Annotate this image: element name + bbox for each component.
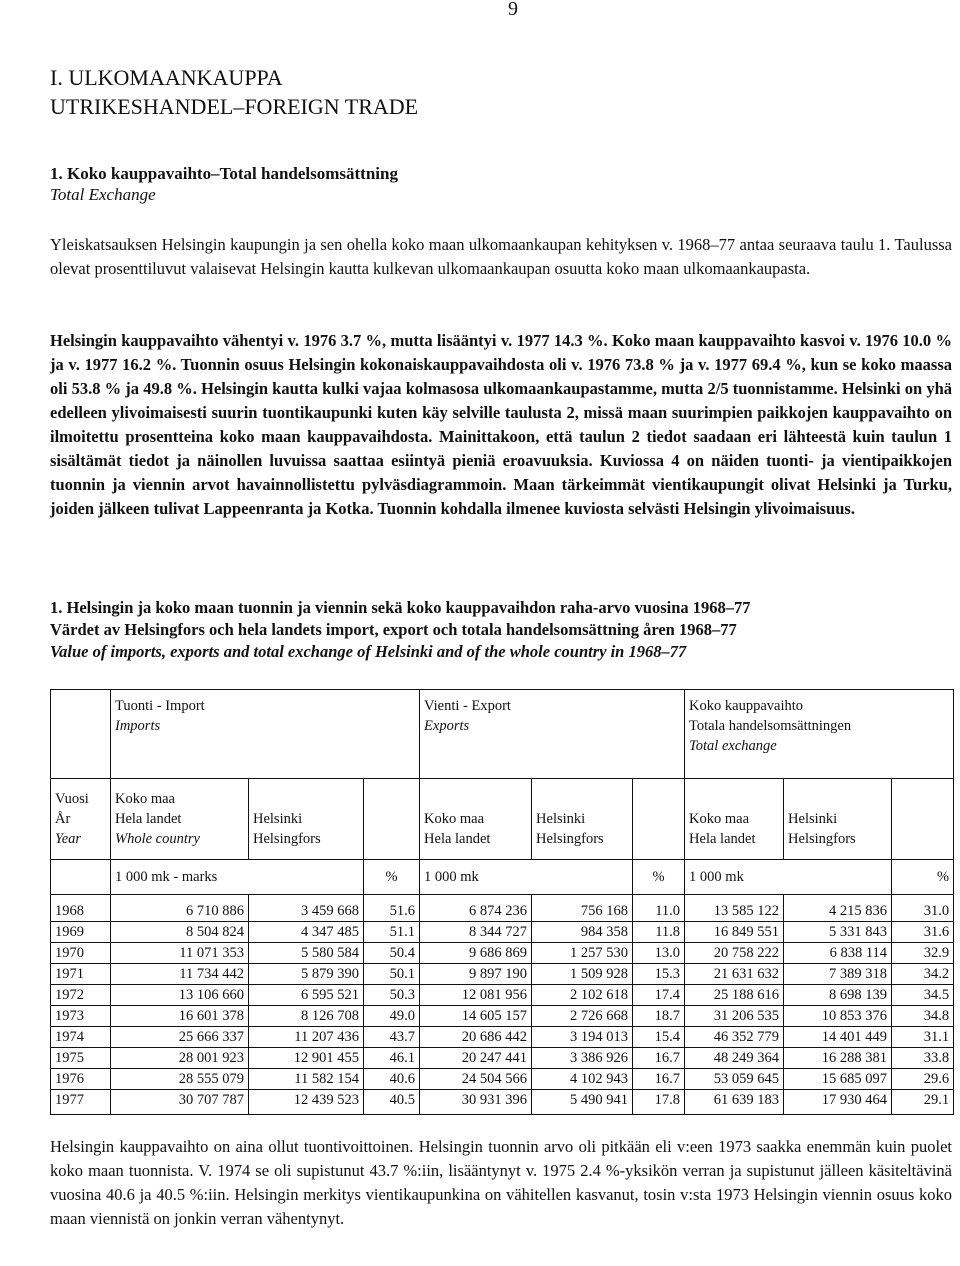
row-year: 1970 [51,943,111,964]
table-title-sv: Värdet av Helsingfors och hela landets import, export och totala handelsomsättning åren 1968–77 [50,620,737,639]
header-helsinki-fi: Helsinki [536,811,586,827]
row-cell: 16 601 378 [111,1006,249,1027]
header-year-en: Year [55,831,82,847]
row-year: 1974 [51,1027,111,1048]
row-cell: 34.2 [892,964,954,985]
header-imports-country [111,779,249,860]
row-cell: 5 580 584 [249,943,364,964]
row-cell: 3 459 668 [249,895,364,922]
row-cell: 50.1 [364,964,420,985]
row-cell: 13.0 [633,943,685,964]
row-cell: 18.7 [633,1006,685,1027]
header-exports-pct-blank [633,779,685,860]
row-cell: 3 386 926 [532,1048,633,1069]
row-cell: 46 352 779 [685,1027,784,1048]
header-country-sv: Hela landet [689,831,756,847]
header-country-en: Whole country [115,831,200,847]
unit-total-label: 1 000 mk [689,868,744,885]
table-row [51,1027,954,1048]
table-row [51,1090,954,1115]
section-heading-en: Total Exchange [50,185,156,204]
row-cell: 31.1 [892,1027,954,1048]
row-cell: 16.7 [633,1048,685,1069]
row-cell: 20 686 442 [420,1027,532,1048]
row-year: 1977 [51,1090,111,1115]
row-cell: 40.5 [364,1090,420,1115]
row-cell: 34.8 [892,1006,954,1027]
row-year: 1973 [51,1006,111,1027]
header-imports [111,690,420,779]
row-cell: 25 666 337 [111,1027,249,1048]
row-cell: 984 358 [532,922,633,943]
header-year [51,779,111,860]
table-header-groups [51,690,954,779]
row-cell: 15.3 [633,964,685,985]
row-cell: 53 059 645 [685,1069,784,1090]
header-corner [51,690,111,779]
row-cell: 50.4 [364,943,420,964]
header-exports-helsinki [532,779,633,860]
closing-paragraph: Helsingin kauppavaihto on aina ollut tuontivoittoinen. Helsingin tuonnin arvo oli pitkään eli v:een 1973 saakka enemmän kuin puolet koko maan tuonnista. V. 1974 se oli supistunut 43.7 %:iin, lisääntynyt v. 1975 2.4 %-yksikön verran ja supistunut jälleen käsiteltävinä vuosina 40.6 ja 40.5 %:iin. Helsingin merkitys vientikaupunkina on vähitellen kasvanut, tosin v:sta 1973 Helsingin viennin osuus koko maan viennistä on jonkin verran vähentynyt. [50,1137,952,1228]
row-cell: 14 605 157 [420,1006,532,1027]
header-year-fi: Vuosi [55,791,89,807]
row-cell: 30 707 787 [111,1090,249,1115]
header-imports-helsinki [249,779,364,860]
table-row [51,1048,954,1069]
row-cell: 4 215 836 [784,895,892,922]
row-cell: 21 631 632 [685,964,784,985]
header-exports-label-en: Exports [424,718,470,734]
header-year-sv: År [55,811,71,827]
row-cell: 51.6 [364,895,420,922]
unit-exports [420,860,633,895]
row-cell: 34.5 [892,985,954,1006]
header-country-fi: Koko maa [115,791,175,807]
row-cell: 50.3 [364,985,420,1006]
unit-year-blank [51,860,111,895]
chapter-title-sv-en: UTRIKESHANDEL–FOREIGN TRADE [50,94,419,119]
header-country-sv: Hela landet [424,831,491,847]
row-cell: 1 509 928 [532,964,633,985]
row-cell: 16 288 381 [784,1048,892,1069]
row-cell: 11 207 436 [249,1027,364,1048]
header-helsinki-fi: Helsinki [788,811,838,827]
row-cell: 43.7 [364,1027,420,1048]
header-country-fi: Koko maa [689,811,750,827]
row-cell: 51.1 [364,922,420,943]
page-number: 9 [508,0,518,20]
table-header-sub [51,779,954,860]
row-cell: 13 106 660 [111,985,249,1006]
table-header-units [51,860,954,895]
row-cell: 9 897 190 [420,964,532,985]
row-cell: 2 102 618 [532,985,633,1006]
header-exports-country [420,779,532,860]
unit-imports-pct: % [364,860,420,895]
header-country-sv: Hela landet [115,811,182,827]
row-cell: 9 686 869 [420,943,532,964]
row-year: 1971 [51,964,111,985]
chapter-title-fi: I. ULKOMAANKAUPPA [50,65,283,90]
row-cell: 11 071 353 [111,943,249,964]
row-cell: 8 504 824 [111,922,249,943]
row-cell: 17.4 [633,985,685,1006]
row-cell: 24 504 566 [420,1069,532,1090]
row-cell: 29.6 [892,1069,954,1090]
table-row [51,922,954,943]
row-cell: 5 879 390 [249,964,364,985]
unit-imports [111,860,364,895]
header-helsinki-sv: Helsingfors [788,831,856,847]
row-cell: 28 001 923 [111,1048,249,1069]
header-total-label: Koko kauppavaihto [689,698,804,714]
row-cell: 12 901 455 [249,1048,364,1069]
table-title [50,597,952,663]
row-year: 1972 [51,985,111,1006]
row-cell: 61 639 183 [685,1090,784,1115]
header-total-label-en: Total exchange [689,738,777,754]
table-row [51,1069,954,1090]
row-cell: 12 439 523 [249,1090,364,1115]
row-cell: 5 490 941 [532,1090,633,1115]
header-helsinki-fi: Helsinki [253,811,303,827]
header-exports-label: Vienti - Export [424,698,511,714]
row-cell: 28 555 079 [111,1069,249,1090]
row-cell: 29.1 [892,1090,954,1115]
row-cell: 14 401 449 [784,1027,892,1048]
row-cell: 32.9 [892,943,954,964]
row-cell: 46.1 [364,1048,420,1069]
row-cell: 3 194 013 [532,1027,633,1048]
table-row [51,964,954,985]
section-heading-main: 1. Koko kauppavaihto–Total handelsomsättning [50,164,398,183]
table-body [51,895,954,1115]
header-total-country [685,779,784,860]
table-row [51,985,954,1006]
row-cell: 13 585 122 [685,895,784,922]
row-cell: 1 257 530 [532,943,633,964]
row-cell: 20 758 222 [685,943,784,964]
row-cell: 11 734 442 [111,964,249,985]
row-cell: 4 102 943 [532,1069,633,1090]
row-cell: 11.8 [633,922,685,943]
row-cell: 11.0 [633,895,685,922]
row-cell: 6 710 886 [111,895,249,922]
unit-exports-label: 1 000 mk [424,868,479,885]
row-cell: 30 931 396 [420,1090,532,1115]
unit-imports-label: 1 000 mk - marks [115,868,218,885]
header-total-helsinki [784,779,892,860]
unit-exports-pct: % [633,860,685,895]
row-cell: 25 188 616 [685,985,784,1006]
row-cell: 31 206 535 [685,1006,784,1027]
row-cell: 17 930 464 [784,1090,892,1115]
row-cell: 8 344 727 [420,922,532,943]
row-cell: 8 126 708 [249,1006,364,1027]
row-cell: 5 331 843 [784,922,892,943]
unit-total-pct: % [892,860,954,895]
section-heading [50,163,398,205]
row-cell: 6 595 521 [249,985,364,1006]
header-helsinki-sv: Helsingfors [536,831,604,847]
row-year: 1968 [51,895,111,922]
header-total-label-sv: Totala handelsomsättningen [689,718,852,734]
row-cell: 31.6 [892,922,954,943]
row-cell: 8 698 139 [784,985,892,1006]
row-year: 1976 [51,1069,111,1090]
trade-table [50,689,954,1115]
header-helsinki-sv: Helsingfors [253,831,321,847]
header-imports-label: Tuonti - Import [115,698,205,714]
row-cell: 6 874 236 [420,895,532,922]
header-imports-pct-blank [364,779,420,860]
header-total [685,690,954,779]
header-exports [420,690,685,779]
row-cell: 31.0 [892,895,954,922]
row-cell: 49.0 [364,1006,420,1027]
header-imports-label-en: Imports [115,718,161,734]
row-cell: 40.6 [364,1069,420,1090]
table-row [51,943,954,964]
analysis-paragraph: Helsingin kauppavaihto vähentyi v. 1976 3.7 %, mutta lisääntyi v. 1977 14.3 %. Koko maan kauppavaihto kasvoi v. 1976 10.0 % ja v. 1977 16.2 %. Tuonnin osuus Helsingin kokonaiskauppavaihdosta oli v. 1976 73.8 % ja v. 1977 69.4 %, kun se koko maassa oli 53.8 % ja 49.8 %. Helsingin kautta kulki vajaa kolmasosa ulkomaankaupastamme, mutta 2/5 tuonnistamme. Helsinki on yhä edelleen ylivoimaisesti suurin tuontikaupunki kuten käy selville taulusta 2, missä maan suurimpien paikkojen kauppavaihto on ilmoitettu prosentteina koko maan kauppavaihdosta. Mainittakoon, että taulun 2 tiedot saadaan eri lähteestä kuin taulun 1 sisältämät tiedot ja näinollen luvuissa saattaa esiintyä pieniä eroavuuksia. Kuviossa 4 on näiden tuonti- ja vientipaikkojen tuonnin ja viennin arvot havainnollistettu pylväsdiagrammoin. Maan tärkeimmät vientikaupungit olivat Helsinki ja Turku, joiden jälkeen tulivat Lappeenranta ja Kotka. Tuonnin kohdalla ilmenee kuviosta selvästi Helsingin ylivoimaisuus. [50,331,952,518]
row-year: 1975 [51,1048,111,1069]
row-cell: 20 247 441 [420,1048,532,1069]
row-cell: 6 838 114 [784,943,892,964]
row-cell: 756 168 [532,895,633,922]
row-cell: 48 249 364 [685,1048,784,1069]
table-title-fi: 1. Helsingin ja koko maan tuonnin ja viennin sekä koko kauppavaihdon raha-arvo vuosina 1968–77 [50,598,751,617]
row-cell: 17.8 [633,1090,685,1115]
row-cell: 16 849 551 [685,922,784,943]
row-cell: 4 347 485 [249,922,364,943]
chapter-title [50,63,418,121]
unit-total [685,860,892,895]
row-cell: 7 389 318 [784,964,892,985]
row-cell: 15.4 [633,1027,685,1048]
table-title-en: Value of imports, exports and total exchange of Helsinki and of the whole country in 1968–77 [50,642,687,661]
row-cell: 16.7 [633,1069,685,1090]
row-cell: 2 726 668 [532,1006,633,1027]
row-cell: 33.8 [892,1048,954,1069]
row-year: 1969 [51,922,111,943]
header-country-fi: Koko maa [424,811,485,827]
row-cell: 15 685 097 [784,1069,892,1090]
row-cell: 11 582 154 [249,1069,364,1090]
row-cell: 12 081 956 [420,985,532,1006]
table-row [51,895,954,922]
table-row [51,1006,954,1027]
header-total-pct-blank [892,779,954,860]
row-cell: 10 853 376 [784,1006,892,1027]
intro-paragraph: Yleiskatsauksen Helsingin kaupungin ja sen ohella koko maan ulkomaankaupan kehityksen v. 1968–77 antaa seuraava taulu 1. Taulussa olevat prosenttiluvut valaisevat Helsingin kautta kulkevan ulkomaankaupan osuutta koko maan ulkomaankaupasta. [50,235,952,278]
